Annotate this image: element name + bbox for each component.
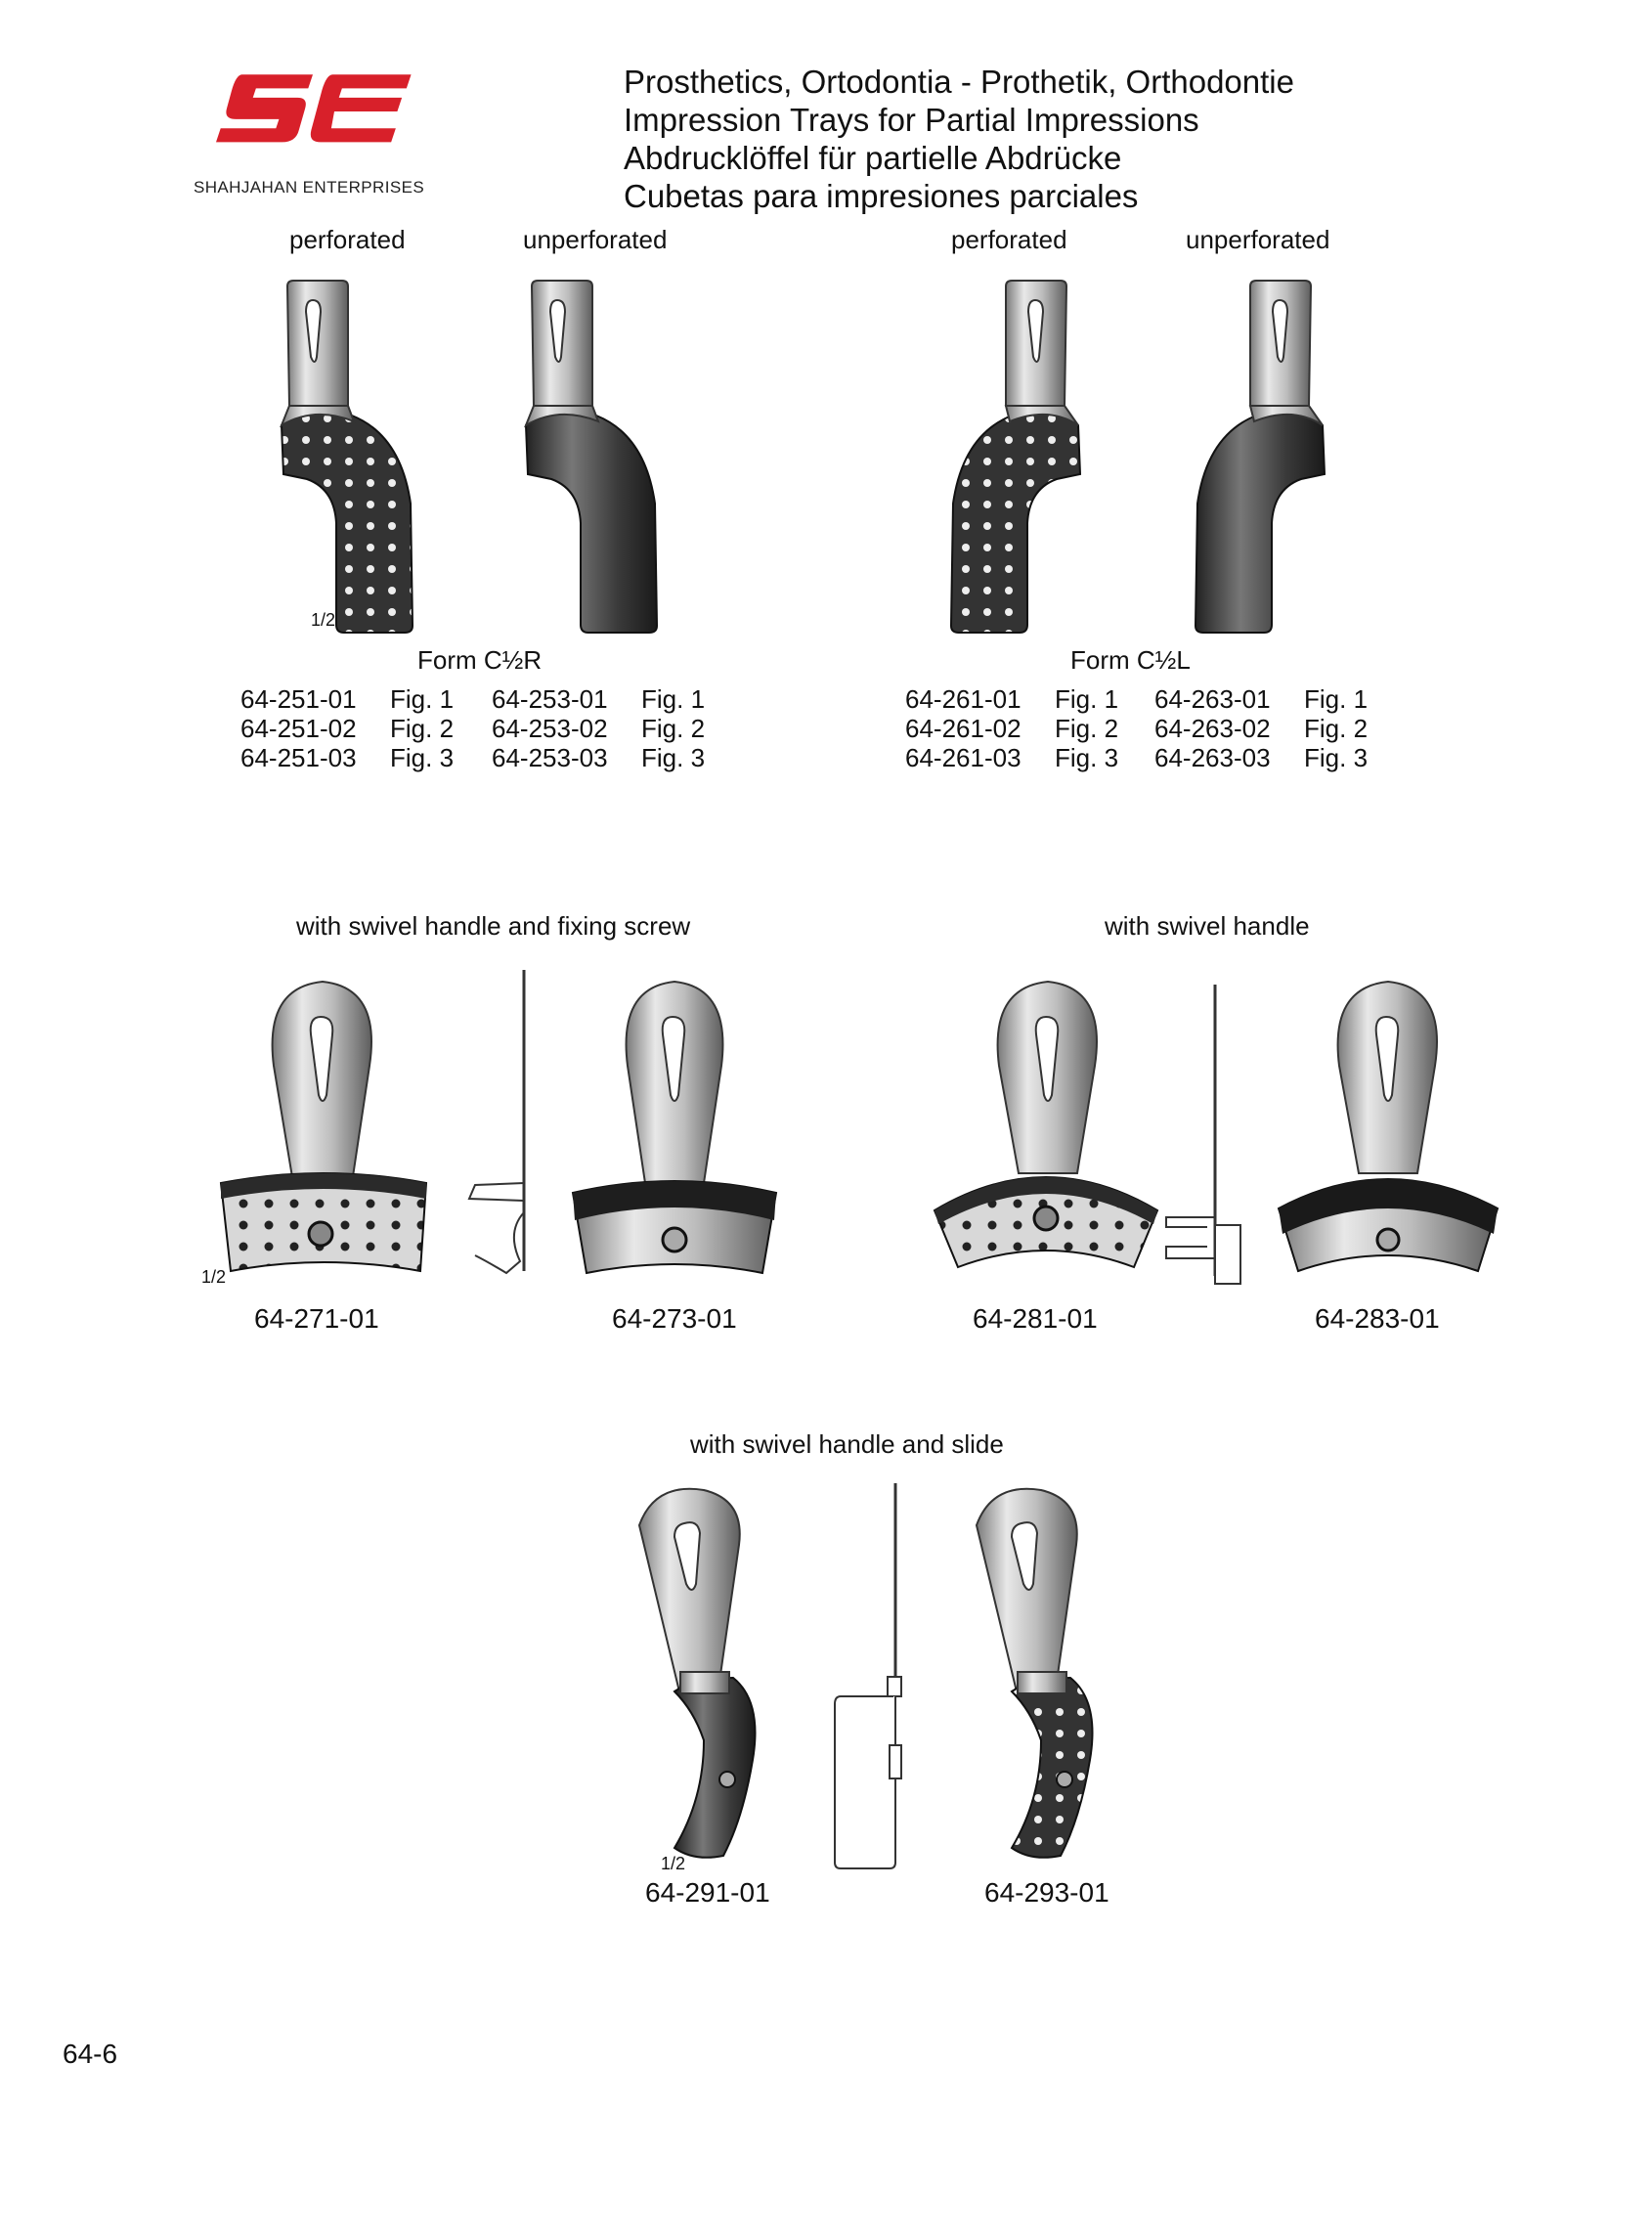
brand-name: SHAHJAHAN ENTERPRISES [194,178,425,197]
section-title: with swivel handle [1105,911,1310,941]
fig-label: Fig. 2 [1055,714,1119,743]
part-number: 64-263-03 [1154,743,1271,772]
part-number: 64-263-02 [1154,714,1271,743]
scale-label: 1/2 [201,1267,227,1287]
header-line: Cubetas para impresiones parciales [624,178,1139,214]
form-label: Form C½R [417,645,543,675]
tray-slide-perforated-image [963,1486,1139,1877]
section-title: with swivel handle and slide [690,1429,1004,1459]
side-view-image [467,968,536,1291]
fig-label: Fig. 2 [641,714,706,743]
header-line: Prosthetics, Ortodontia - Prothetik, Orthodontie [624,64,1294,100]
form-label: Form C½L [1070,645,1191,675]
table-row [905,714,1394,743]
tray-swivel-screw-perforated-image [205,978,440,1291]
fig-label: Fig. 1 [641,684,706,714]
part-number: 64-261-02 [905,714,1022,743]
side-view-image [831,1481,909,1872]
part-table-right [905,684,1394,772]
part-number: 64-253-01 [492,684,608,714]
section-title: with swivel handle and fixing screw [296,911,691,941]
fig-label: Fig. 2 [390,714,455,743]
tray-slide-unperforated-image [626,1486,802,1877]
header-line: Abdrucklöffel für partielle Abdrücke [624,140,1122,176]
perforated-label: perforated [289,225,406,254]
part-number: 64-261-03 [905,743,1022,772]
unperforated-label: unperforated [1186,225,1330,254]
tray-unperforated-left-image [1178,279,1334,640]
perforated-label: perforated [951,225,1067,254]
part-number: 64-251-03 [240,743,357,772]
tray-unperforated-right-image [518,279,674,640]
fig-label: Fig. 1 [1055,684,1119,714]
table-row [240,684,729,714]
part-number: 64-281-01 [973,1303,1098,1334]
part-number: 64-293-01 [984,1877,1109,1908]
scale-label: 1/2 [661,1854,686,1873]
header-line: Impression Trays for Partial Impressions [624,102,1199,138]
fig-label: Fig. 1 [1304,684,1369,714]
part-number: 64-263-01 [1154,684,1271,714]
fig-label: Fig. 3 [390,743,455,772]
tray-swivel-unperforated-image [1271,978,1505,1291]
fig-label: Fig. 1 [390,684,455,714]
part-number: 64-251-01 [240,684,357,714]
table-row [905,743,1394,772]
part-number: 64-251-02 [240,714,357,743]
part-table-left [240,684,729,772]
part-number: 64-291-01 [645,1877,770,1908]
scale-label: 1/2 [311,610,336,630]
part-number: 64-273-01 [612,1303,737,1334]
unperforated-label: unperforated [523,225,668,254]
tray-swivel-screw-unperforated-image [567,978,782,1291]
table-row [240,714,729,743]
side-view-image [1158,983,1246,1295]
page-number: 64-6 [63,2039,118,2069]
part-number: 64-283-01 [1315,1303,1440,1334]
brand-logo [186,68,440,176]
fig-label: Fig. 3 [1304,743,1369,772]
part-number: 64-253-03 [492,743,608,772]
table-row [905,684,1394,714]
fig-label: Fig. 2 [1304,714,1369,743]
part-number: 64-253-02 [492,714,608,743]
page-header [624,63,1294,215]
fig-label: Fig. 3 [1055,743,1119,772]
part-number: 64-271-01 [254,1303,379,1334]
fig-label: Fig. 3 [641,743,706,772]
tray-perforated-right-image [274,279,430,640]
table-row [240,743,729,772]
tray-swivel-perforated-image [929,978,1163,1291]
part-number: 64-261-01 [905,684,1022,714]
tray-perforated-left-image [934,279,1090,640]
